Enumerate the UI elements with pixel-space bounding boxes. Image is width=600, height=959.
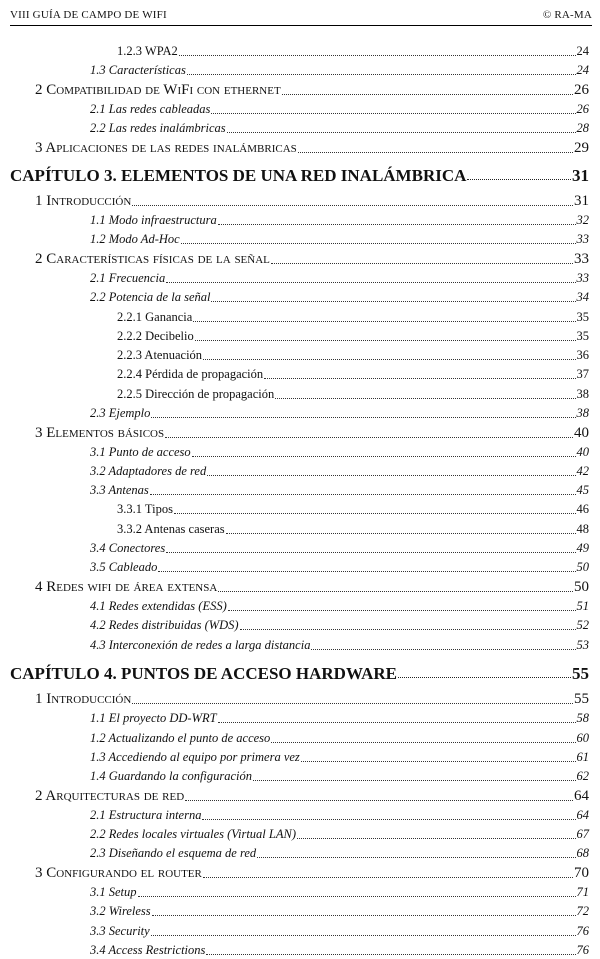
toc-entry-label: 2 Arquitecturas de red (35, 788, 185, 804)
toc-entry-label: 3.1 Punto de acceso (90, 445, 191, 459)
toc-entry-label: 1.3 Accediendo al equipo por primera vez (90, 750, 300, 764)
toc-entry-page: 50 (574, 579, 589, 595)
toc-entry-page: 35 (576, 329, 589, 343)
dot-leader (158, 571, 575, 572)
toc-entry-label: 3.3.1 Tipos (117, 502, 173, 516)
dot-leader (218, 224, 576, 225)
toc-entry-label: 3 Configurando el router (35, 865, 202, 881)
dot-leader (226, 533, 576, 534)
dot-leader (151, 417, 575, 418)
toc-entry-label: 2.3 Diseñando el esquema de red (90, 846, 257, 860)
dot-leader (138, 896, 576, 897)
toc-entry-label: 2.1 Las redes cableadas (90, 102, 211, 116)
toc-entry-page: 32 (576, 213, 589, 227)
toc-entry-page: 72 (576, 904, 589, 918)
toc-entry-label: 1 Introducción (35, 691, 132, 707)
chapter-entry (10, 167, 589, 184)
toc-entry-page: 53 (576, 638, 589, 652)
toc-entry-page: 33 (576, 271, 589, 285)
toc-entry-label: 3.3 Security (90, 924, 150, 938)
dot-leader (264, 378, 575, 379)
toc-entry (90, 923, 589, 940)
toc-entry-page: 58 (576, 711, 589, 725)
toc-entry-page: 37 (576, 367, 589, 381)
toc-entry-page: 42 (576, 464, 589, 478)
dot-leader (240, 629, 576, 630)
toc-entry (117, 501, 589, 518)
toc-entry-label: 2.1 Estructura interna (90, 808, 202, 822)
dot-leader (174, 513, 576, 514)
toc-entry (90, 482, 589, 499)
toc-entry-page: 40 (574, 425, 589, 441)
dot-leader (152, 915, 576, 916)
toc-entry (35, 579, 589, 596)
toc-entry (90, 710, 589, 727)
toc-entry (90, 749, 589, 766)
toc-entry-page: 46 (576, 502, 589, 516)
toc-entry-label: 3.1 Setup (90, 885, 137, 899)
dot-leader (211, 113, 575, 114)
toc-entry-page: 26 (576, 102, 589, 116)
toc-entry (90, 807, 589, 824)
toc-entry (35, 425, 589, 442)
running-header (10, 9, 592, 26)
dot-leader (203, 877, 573, 878)
toc-entry-page: 31 (574, 193, 589, 209)
toc-entry-label: 2.2.3 Atenuación (117, 348, 203, 362)
toc-entry-label: 2.2.2 Decibelio (117, 329, 194, 343)
toc-entry-label: 1.1 Modo infraestructura (90, 213, 217, 227)
toc-entry-label: 3 Elementos básicos (35, 425, 165, 441)
dot-leader (282, 94, 573, 95)
toc-entry (35, 691, 589, 708)
dot-leader (203, 359, 575, 360)
dot-leader (253, 780, 575, 781)
toc-entry-page: 55 (572, 664, 589, 683)
toc-entry-page: 48 (576, 522, 589, 536)
dot-leader (398, 677, 571, 678)
dot-leader (206, 954, 575, 955)
toc-entry (90, 730, 589, 747)
toc-entry-page: 26 (574, 82, 589, 98)
dot-leader (298, 152, 573, 153)
toc-entry-label: 2 Características físicas de la señal (35, 251, 270, 267)
chapter-entry (10, 665, 589, 682)
toc-entry-page: 68 (576, 846, 589, 860)
toc-entry-label: 2.3 Ejemplo (90, 406, 151, 420)
toc-entry-label: 3.4 Access Restrictions (90, 943, 206, 957)
toc-entry (90, 540, 589, 557)
dot-leader (150, 494, 576, 495)
toc-entry-page: 60 (576, 731, 589, 745)
toc-entry (117, 328, 589, 345)
dot-leader (185, 800, 573, 801)
toc-entry (35, 82, 589, 99)
toc-entry-page: 36 (576, 348, 589, 362)
toc-entry-label: 4 Redes wifi de área extensa (35, 579, 218, 595)
toc-entry (90, 231, 589, 248)
dot-leader (218, 722, 576, 723)
toc-entry-page: 55 (574, 691, 589, 707)
toc-entry-page: 70 (574, 865, 589, 881)
toc-entry-page: 61 (576, 750, 589, 764)
toc-entry (90, 942, 589, 959)
toc-entry-page: 67 (576, 827, 589, 841)
toc-entry-label: 3.3 Antenas (90, 483, 149, 497)
toc-entry (35, 251, 589, 268)
toc-entry-page: 34 (576, 290, 589, 304)
dot-leader (227, 132, 576, 133)
dot-leader (301, 761, 576, 762)
toc-entry-label: 2.2.4 Pérdida de propagación (117, 367, 264, 381)
toc-entry-page: 76 (576, 943, 589, 957)
toc-entry-page: 33 (576, 232, 589, 246)
toc-entry-label: CAPÍTULO 4. PUNTOS DE ACCESO HARDWARE (10, 664, 397, 683)
toc-entry (90, 405, 589, 422)
toc-entry (90, 559, 589, 576)
toc-entry-label: 1.3 Características (90, 63, 186, 77)
toc-entry-label: 2.2.5 Dirección de propagación (117, 387, 275, 401)
toc-entry-label: 4.1 Redes extendidas (ESS) (90, 599, 227, 613)
toc-entry-page: 45 (576, 483, 589, 497)
toc-entry-label: 4.2 Redes distribuidas (WDS) (90, 618, 239, 632)
toc-entry-page: 49 (576, 541, 589, 555)
dot-leader (132, 703, 573, 704)
toc-entry-page: 24 (576, 44, 589, 58)
dot-leader (166, 552, 575, 553)
toc-entry-label: 3.2 Adaptadores de red (90, 464, 207, 478)
toc-entry (90, 826, 589, 843)
toc-entry (117, 347, 589, 364)
toc-entry (90, 62, 589, 79)
toc-entry-label: 1 Introducción (35, 193, 132, 209)
dot-leader (257, 857, 575, 858)
toc-entry-page: 64 (576, 808, 589, 822)
toc-entry-label: 3.4 Conectores (90, 541, 166, 555)
toc-entry (90, 120, 589, 137)
toc-entry-page: 40 (576, 445, 589, 459)
toc-entry-page: 38 (576, 406, 589, 420)
toc-entry-label: 1.4 Guardando la configuración (90, 769, 253, 783)
toc-entry (35, 140, 589, 157)
dot-leader (165, 437, 573, 438)
dot-leader (195, 340, 576, 341)
dot-leader (271, 263, 573, 264)
dot-leader (271, 742, 575, 743)
dot-leader (218, 591, 573, 592)
dot-leader (311, 649, 575, 650)
toc-entry-label: 2.1 Frecuencia (90, 271, 166, 285)
toc-entry (35, 788, 589, 805)
toc-entry (117, 309, 589, 326)
toc-entry-page: 76 (576, 924, 589, 938)
toc-entry (117, 366, 589, 383)
toc-entry-label: 4.3 Interconexión de redes a larga distancia (90, 638, 311, 652)
toc-entry-page: 52 (576, 618, 589, 632)
running-header-title: VIII GUÍA DE CAMPO DE WIFI (10, 9, 167, 21)
dot-leader (297, 838, 576, 839)
dot-leader (151, 935, 576, 936)
toc-entry-page: 38 (576, 387, 589, 401)
toc-entry (90, 845, 589, 862)
toc-entry (117, 43, 589, 60)
toc-entry-page: 50 (576, 560, 589, 574)
toc-entry (90, 617, 589, 634)
toc-entry-label: 2.2 Potencia de la señal (90, 290, 211, 304)
toc-entry-page: 31 (572, 166, 589, 185)
toc-entry (90, 270, 589, 287)
toc-entry-page: 51 (576, 599, 589, 613)
dot-leader (207, 475, 575, 476)
toc-entry (117, 386, 589, 403)
running-header-publisher: © RA-MA (542, 9, 592, 21)
dot-leader (181, 243, 576, 244)
toc-entry-label: 2 Compatibilidad de WiFi con ethernet (35, 82, 281, 98)
toc-entry (90, 903, 589, 920)
dot-leader (211, 301, 575, 302)
dot-leader (193, 321, 575, 322)
toc-entry-label: 2.2.1 Ganancia (117, 310, 193, 324)
toc-entry (90, 289, 589, 306)
toc-entry-label: 3.3.2 Antenas caseras (117, 522, 225, 536)
dot-leader (275, 398, 575, 399)
toc-entry (117, 521, 589, 538)
dot-leader (187, 74, 576, 75)
dot-leader (179, 55, 576, 56)
toc-entry-label: 1.2 Actualizando el punto de acceso (90, 731, 271, 745)
toc-entry-page: 28 (576, 121, 589, 135)
toc-entry (35, 193, 589, 210)
dot-leader (132, 205, 573, 206)
toc-entry-page: 35 (576, 310, 589, 324)
dot-leader (166, 282, 575, 283)
toc-entry-page: 71 (576, 885, 589, 899)
toc-entry-label: 1.2.3 WPA2 (117, 44, 178, 58)
toc-entry (90, 637, 589, 654)
toc-entry (90, 444, 589, 461)
toc-entry-label: CAPÍTULO 3. ELEMENTOS DE UNA RED INALÁMBRICA (10, 166, 467, 185)
toc-entry-label: 3.2 Wireless (90, 904, 151, 918)
toc-entry-label: 1.1 El proyecto DD-WRT (90, 711, 217, 725)
toc-entry (90, 101, 589, 118)
toc-entry (90, 768, 589, 785)
toc-entry (90, 463, 589, 480)
toc-entry (90, 598, 589, 615)
dot-leader (228, 610, 576, 611)
toc-entry-label: 2.2 Redes locales virtuales (Virtual LAN) (90, 827, 296, 841)
toc-entry (35, 865, 589, 882)
toc-entry-page: 33 (574, 251, 589, 267)
dot-leader (192, 456, 576, 457)
toc-entry-page: 64 (574, 788, 589, 804)
toc-entry-page: 62 (576, 769, 589, 783)
dot-leader (202, 819, 575, 820)
toc-entry-label: 3 Aplicaciones de las redes inalámbricas (35, 140, 297, 156)
toc-entry-label: 1.2 Modo Ad-Hoc (90, 232, 180, 246)
toc-entry-label: 3.5 Cableado (90, 560, 158, 574)
toc-entry-label: 2.2 Las redes inalámbricas (90, 121, 226, 135)
toc-entry-page: 24 (576, 63, 589, 77)
toc-entry (90, 212, 589, 229)
dot-leader (467, 179, 571, 180)
toc-entry (90, 884, 589, 901)
toc-entry-page: 29 (574, 140, 589, 156)
